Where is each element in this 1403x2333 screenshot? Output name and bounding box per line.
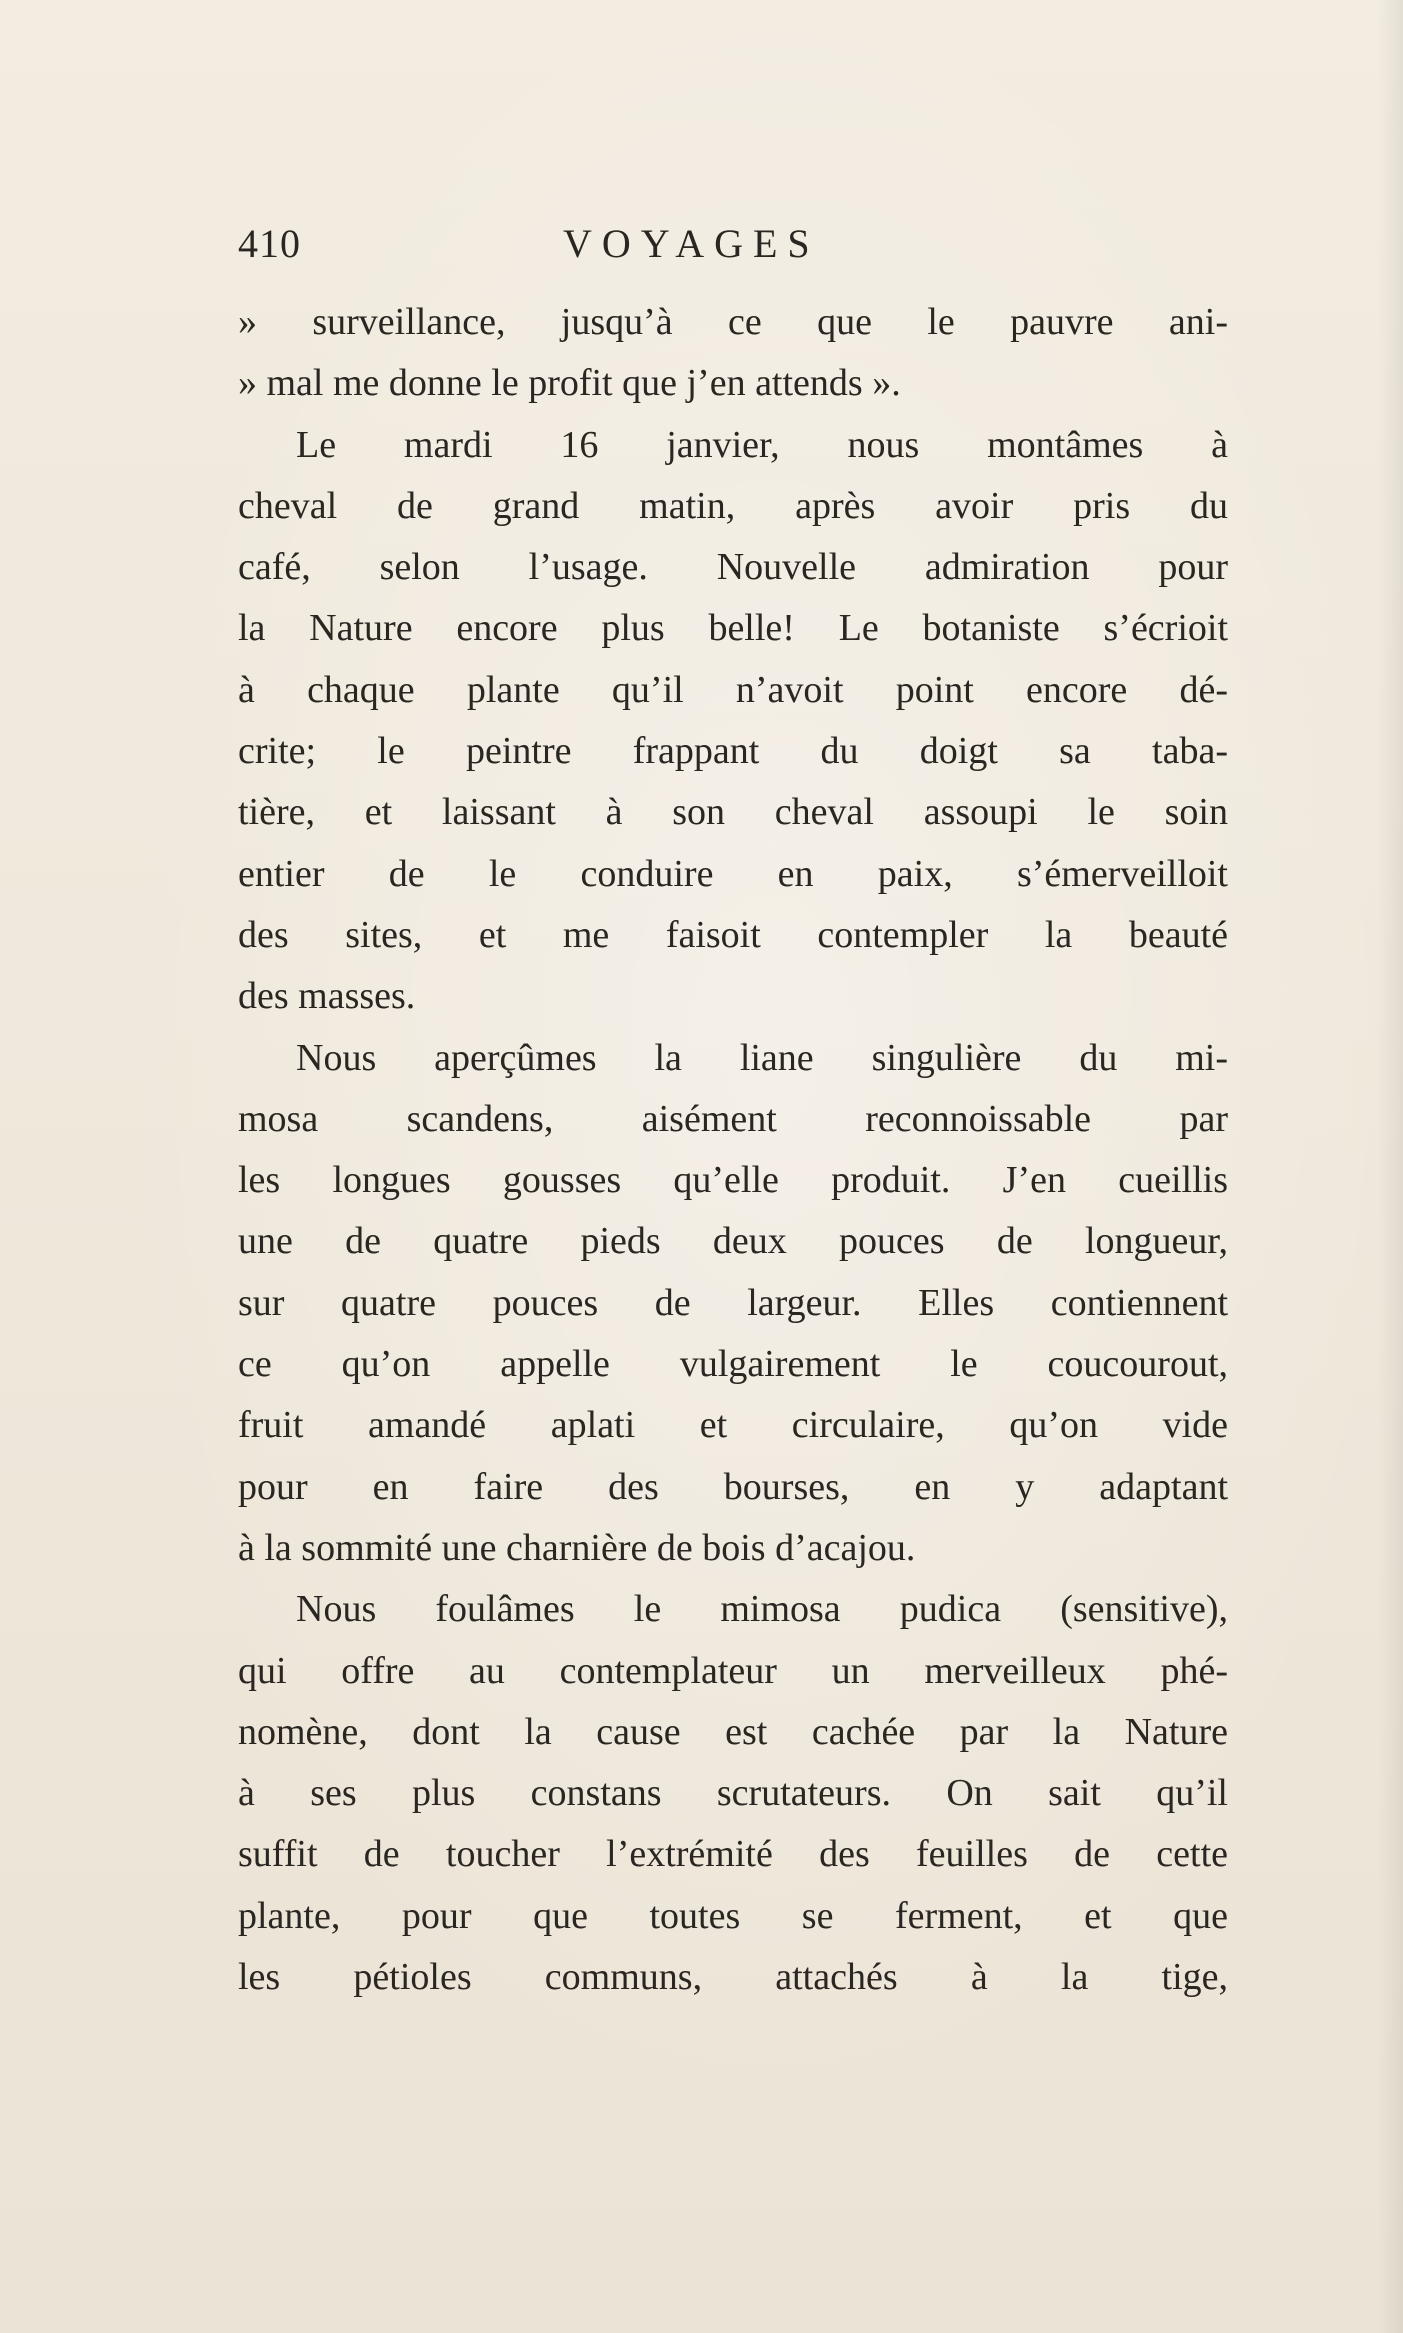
- text-line: à chaque plante qu’il n’avoit point encore dé-: [238, 668, 1228, 711]
- text-line: les longues gousses qu’elle produit. J’en cueillis: [238, 1159, 1228, 1202]
- text-line: ce qu’on appelle vulgairement le coucourout,: [238, 1343, 1228, 1386]
- text-line: à ses plus constans scrutateurs. On sait qu’il: [238, 1772, 1228, 1815]
- text-line: mosa scandens, aisément reconnoissable par: [238, 1097, 1228, 1140]
- text-line: » mal me donne le profit que j’en attends ».: [238, 362, 901, 405]
- text-line: cheval de grand matin, après avoir pris du: [238, 484, 1228, 527]
- text-line: sur quatre pouces de largeur. Elles contiennent: [238, 1281, 1228, 1324]
- text-line: crite; le peintre frappant du doigt sa taba-: [238, 730, 1228, 773]
- text-line: à la sommité une charnière de bois d’acajou.: [238, 1526, 916, 1569]
- text-line: les pétioles communs, attachés à la tige,: [238, 1956, 1228, 1999]
- text-line: fruit amandé aplati et circulaire, qu’on vide: [238, 1404, 1228, 1447]
- text-line: Nous aperçûmes la liane singulière du mi-: [296, 1036, 1228, 1079]
- text-line: Le mardi 16 janvier, nous montâmes à: [296, 423, 1228, 466]
- page-number: 410: [238, 221, 301, 266]
- text-line: entier de le conduire en paix, s’émerveilloit: [238, 852, 1228, 895]
- text-line: la Nature encore plus belle! Le botaniste s’écrioit: [238, 607, 1228, 650]
- body-text: [238, 292, 1228, 2008]
- running-head: VOYAGES: [563, 221, 820, 266]
- page-edge-shadow: [1377, 0, 1403, 2333]
- text-line: pour en faire des bourses, en y adaptant: [238, 1465, 1228, 1508]
- text-line: tière, et laissant à son cheval assoupi le soin: [238, 791, 1228, 834]
- page-header: [238, 214, 1238, 274]
- text-line: qui offre au contemplateur un merveilleux phé-: [238, 1649, 1228, 1692]
- text-line: café, selon l’usage. Nouvelle admiration pour: [238, 546, 1228, 589]
- text-line: Nous foulâmes le mimosa pudica (sensitive),: [296, 1588, 1228, 1631]
- text-line: des masses.: [238, 975, 416, 1018]
- text-line: » surveillance, jusqu’à ce que le pauvre ani-: [238, 301, 1228, 343]
- text-line: suffit de toucher l’extrémité des feuilles de cette: [238, 1833, 1228, 1876]
- text-line: plante, pour que toutes se ferment, et que: [238, 1894, 1228, 1937]
- text-line: une de quatre pieds deux pouces de longueur,: [238, 1220, 1228, 1263]
- text-line: nomène, dont la cause est cachée par la Nature: [238, 1710, 1228, 1753]
- text-line: des sites, et me faisoit contempler la beauté: [238, 913, 1228, 956]
